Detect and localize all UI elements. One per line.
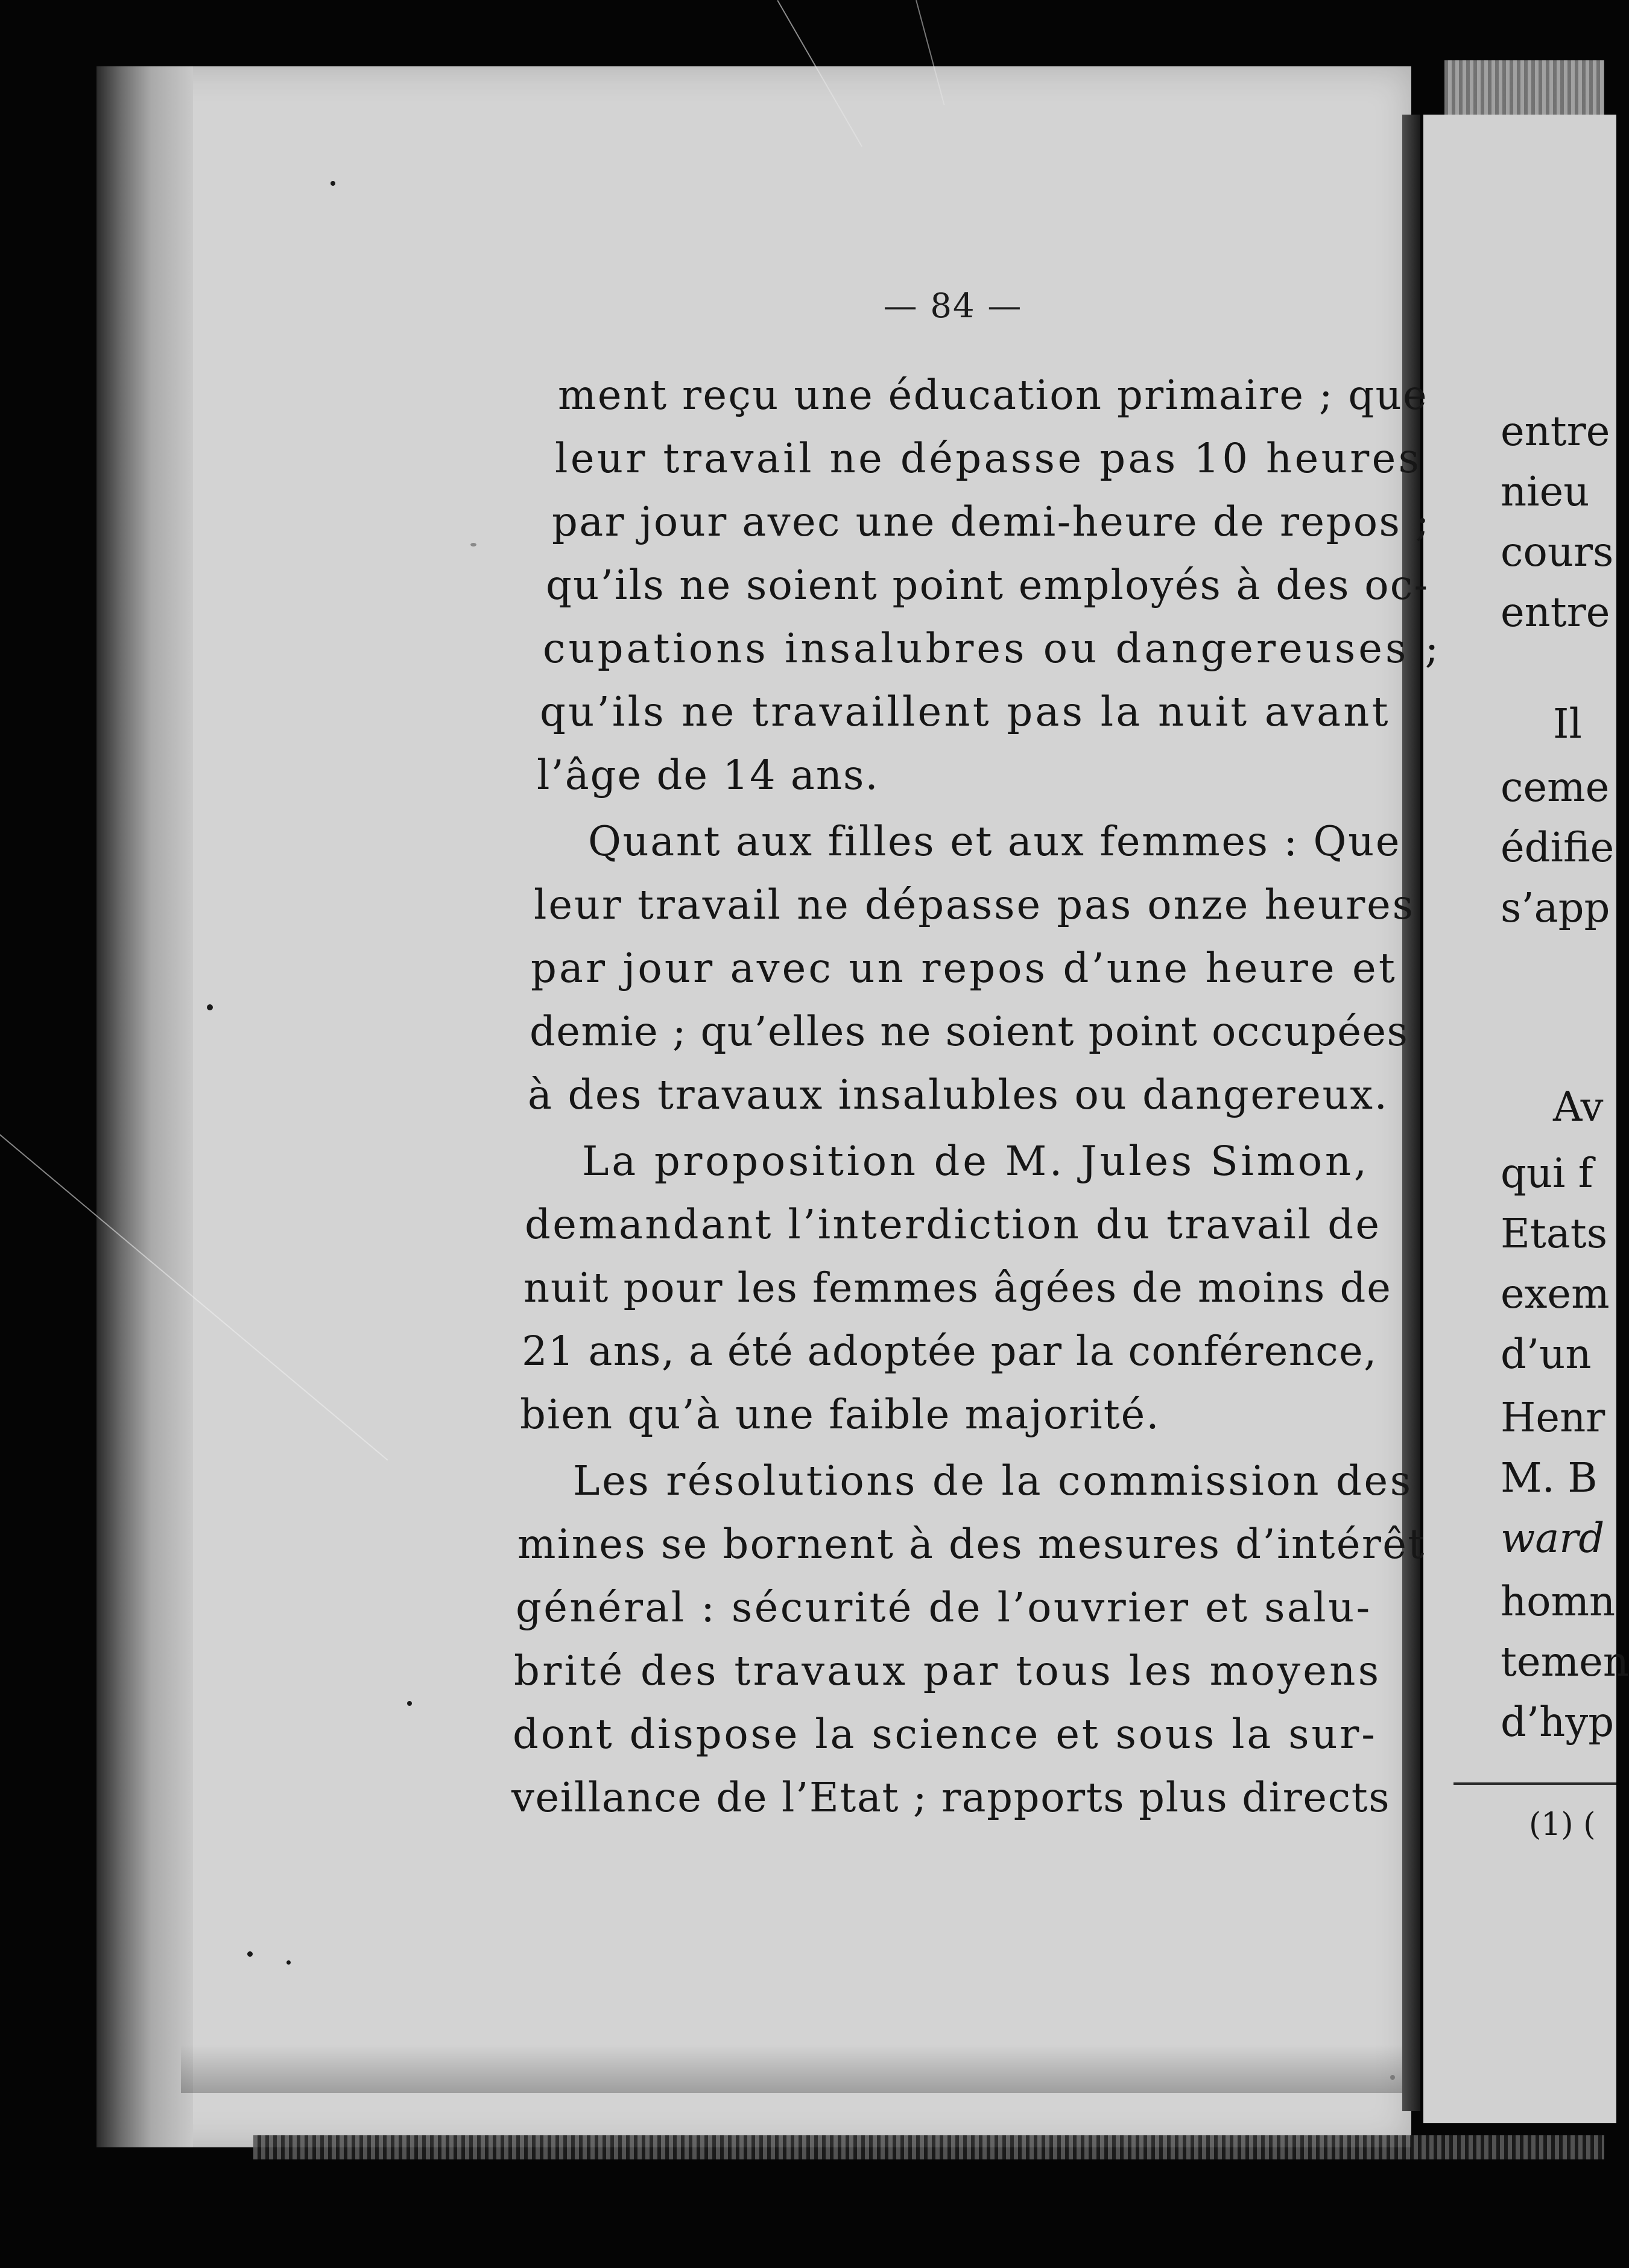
text-line: général : sécurité de l’ouvrier et salu- <box>516 1584 1372 1631</box>
text-line: entre <box>1501 589 1610 636</box>
text-line: édifie <box>1501 824 1615 871</box>
text-line: 21 ans, a été adoptée par la conférence, <box>522 1328 1378 1375</box>
text-line: Henr <box>1501 1394 1605 1441</box>
text-line: qu’ils ne travaillent pas la nuit avant <box>540 688 1391 735</box>
text-line: demandant l’interdiction du travail de <box>525 1201 1382 1248</box>
text-line: Les résolutions de la commission des <box>573 1457 1413 1504</box>
text-line: cupations insalubres ou dangereuses ; <box>543 625 1442 672</box>
speck <box>331 181 335 186</box>
text-line: leur travail ne dépasse pas onze heures <box>534 881 1415 928</box>
text-line: cours <box>1501 528 1614 575</box>
text-line: La proposition de M. Jules Simon, <box>582 1138 1370 1185</box>
text-line: Il <box>1553 700 1582 747</box>
text-line: demie ; qu’elles ne soient point occupées <box>530 1008 1409 1055</box>
text-line: d’un <box>1501 1331 1592 1378</box>
text-line: veillance de l’Etat ; rapports plus directs <box>511 1774 1391 1821</box>
speck <box>1390 2075 1395 2080</box>
speck <box>247 1951 253 1957</box>
speck <box>207 1004 213 1010</box>
bottom-page-stack <box>253 2135 1604 2159</box>
text-line: par jour avec un repos d’une heure et <box>531 945 1397 992</box>
text-line: nieu <box>1501 468 1590 515</box>
text-line: homn <box>1501 1578 1616 1625</box>
text-line: mines se bornent à des mesures d’intérêt <box>517 1521 1426 1568</box>
text-line: ment reçu une éducation primaire ; que <box>558 372 1428 419</box>
text-line: brité des travaux par tous les moyens <box>514 1647 1382 1694</box>
text-line: ward <box>1501 1515 1605 1562</box>
text-line: dont dispose la science et sous la sur- <box>513 1711 1378 1758</box>
footnote-rule <box>1453 1782 1616 1785</box>
text-line: Quant aux filles et aux femmes : Que <box>588 818 1402 865</box>
text-line: Etats <box>1501 1210 1608 1257</box>
text-line: par jour avec une demi-heure de repos ; <box>552 498 1431 545</box>
left-page-edge <box>96 66 193 2147</box>
left-page-bottom-shadow <box>181 2045 1411 2093</box>
text-line: d’hyp <box>1501 1699 1615 1746</box>
text-line: ceme <box>1501 764 1610 811</box>
text-line: entre <box>1501 408 1610 455</box>
text-line: leur travail ne dépasse pas 10 heures <box>555 435 1422 482</box>
text-line: l’âge de 14 ans. <box>537 752 879 799</box>
footnote: (1) ( <box>1529 1807 1596 1843</box>
speck <box>286 1960 291 1965</box>
text-line: nuit pour les femmes âgées de moins de <box>523 1264 1392 1311</box>
text-line: M. B <box>1501 1454 1598 1501</box>
speck <box>470 543 476 546</box>
text-line: temen <box>1501 1638 1629 1685</box>
text-line: à des travaux insalubles ou dangereux. <box>528 1071 1389 1118</box>
text-line: qui f <box>1501 1150 1593 1197</box>
speck <box>407 1701 412 1706</box>
page-number: — 84 — <box>883 287 1023 326</box>
text-line: bien qu’à une faible majorité. <box>520 1391 1160 1438</box>
text-line: Av <box>1553 1083 1604 1130</box>
text-line: s’app <box>1501 884 1610 931</box>
text-line: exem <box>1501 1270 1610 1317</box>
text-line: qu’ils ne soient point employés à des oc- <box>546 562 1429 609</box>
